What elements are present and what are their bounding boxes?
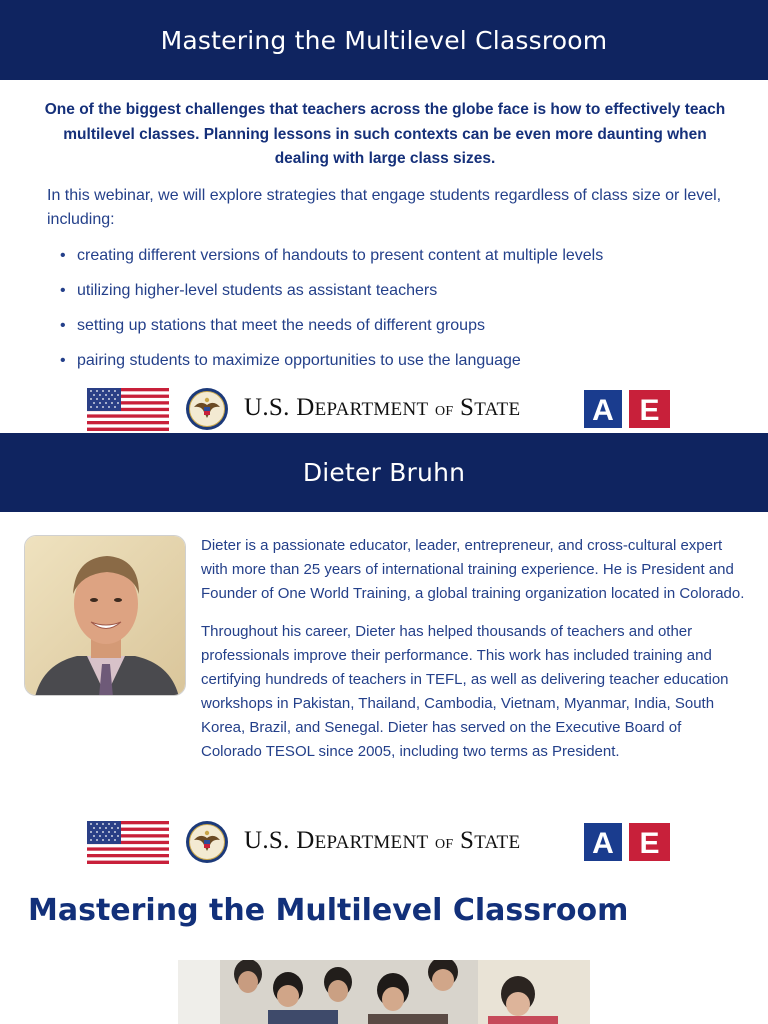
- department-of-state-wordmark: U.S. DEPARTMENT OF STATE: [244, 394, 521, 421]
- webinar-title: Mastering the Multilevel Classroom: [160, 25, 608, 55]
- list-item: • pairing students to maximize opportunities to use the language: [60, 349, 750, 384]
- sponsor-logo-row: [87, 819, 677, 865]
- svg-text:A: A: [592, 827, 614, 860]
- ae-logo-icon: [584, 823, 670, 861]
- list-item: • creating different versions of handouts to present content at multiple levels: [60, 244, 750, 279]
- state-department-seal-icon: [185, 820, 229, 864]
- presenter-name: Dieter Bruhn: [302, 458, 466, 487]
- presenter-photo: [24, 535, 186, 696]
- sponsor-logo-row: [87, 386, 677, 432]
- bio-paragraph: Dieter is a passionate educator, leader, entrepreneur, and cross-cultural expert with more than 25 years of international training experience. He is President and Founder of One World Training, a global training organization located in Colorado.: [201, 537, 745, 602]
- bio-paragraph: Throughout his career, Dieter has helped thousands of teachers and other professionals improve their performance. This work has included training and certifying hundreds of teachers in TEFL, as well as delivering teacher education workshops in Pakistan, Thailand, Cambodia, Vietnam, Myanmar, India, South Korea, Brazil, and Senegal. Dieter has served on the Executive Board of Colorado TESOL since 2005, including two terms as President.: [201, 623, 729, 760]
- section-title: Mastering the Multilevel Classroom: [28, 893, 629, 928]
- ae-logo-icon: [584, 390, 670, 428]
- webinar-title-banner: [0, 0, 768, 80]
- intro-paragraph: In this webinar, we will explore strategies that engage students regardless of class size or level, including:: [47, 187, 722, 228]
- list-item: • setting up stations that meet the needs of different groups: [60, 314, 750, 349]
- list-item: • utilizing higher-level students as assistant teachers: [60, 279, 750, 314]
- svg-text:E: E: [639, 827, 660, 860]
- strategy-list: [60, 244, 750, 384]
- us-flag-icon: [87, 821, 169, 864]
- classroom-photo: [178, 960, 590, 1024]
- state-department-seal-icon: [185, 387, 229, 431]
- presenter-banner: [0, 433, 768, 512]
- us-flag-icon: [87, 388, 169, 431]
- intro-highlight: One of the biggest challenges that teachers across the globe face is how to effectively teach multilevel classes. Planning lessons in such contexts can be even more daunting when dealing with large class sizes.: [44, 101, 726, 167]
- svg-text:A: A: [592, 394, 614, 427]
- presenter-bio: [201, 534, 746, 778]
- department-of-state-wordmark: U.S. DEPARTMENT OF STATE: [244, 827, 521, 854]
- svg-text:E: E: [639, 394, 660, 427]
